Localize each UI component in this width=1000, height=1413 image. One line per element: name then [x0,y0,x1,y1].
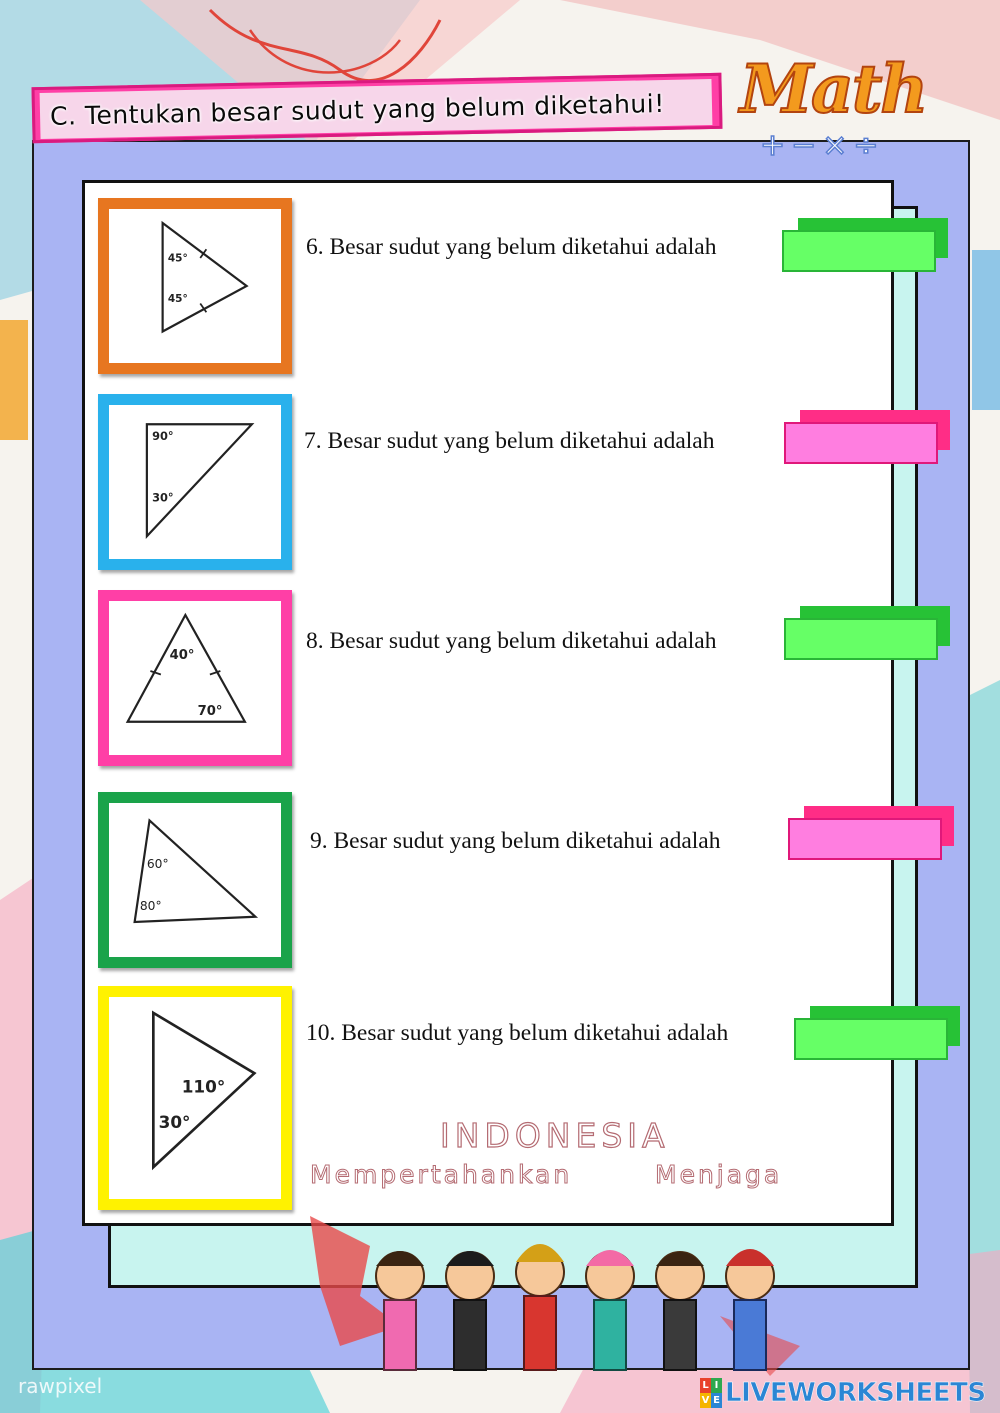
answer-box-field[interactable] [788,818,942,860]
answer-box-field[interactable] [794,1018,948,1060]
math-logo-symbols: +−×÷ [760,128,885,163]
angle-label: 40° [169,647,195,663]
child-figure [586,1250,634,1370]
angle-label: 45° [167,292,188,305]
indonesia-subtitle-left: Mempertahankan [310,1160,573,1189]
indonesia-title: INDONESIA [440,1116,670,1155]
question-row-6 [96,198,966,378]
math-logo-word: Math [740,50,927,128]
answer-box-field[interactable] [782,230,936,272]
angle-label: 90° [152,429,174,443]
child-figure [446,1251,494,1370]
children-illustration [300,1206,820,1396]
triangle-thumbnail-7 [98,394,292,570]
child-figure [516,1244,564,1370]
badge-letter: I [711,1378,722,1393]
triangle-thumbnail-9 [98,792,292,968]
triangle-thumbnail-6 [98,198,292,374]
question-row-9 [96,792,966,972]
answer-input-6[interactable] [782,218,948,272]
page-title: C. Tentukan besar sudut yang belum diketahui! [49,88,665,131]
triangle-diagram-6 [109,209,281,363]
answer-input-8[interactable] [784,606,950,660]
question-text-9: 9. Besar sudut yang belum diketahui adalah [310,828,721,854]
child-figure [376,1251,424,1370]
child-figure [726,1249,774,1370]
badge-letter: V [701,1395,710,1406]
angle-label: 110° [181,1076,226,1097]
math-logo [730,50,970,163]
triangle-diagram-9 [109,803,281,957]
answer-input-10[interactable] [794,1006,960,1060]
answer-box-field[interactable] [784,618,938,660]
question-text-7: 7. Besar sudut yang belum diketahui adalah [304,428,715,454]
triangle-thumbnail-8 [98,590,292,766]
question-text-8: 8. Besar sudut yang belum diketahui adalah [306,628,717,654]
liveworksheets-badge [700,1378,722,1408]
triangle-thumbnail-10 [98,986,292,1210]
triangle-diagram-7 [109,405,281,559]
answer-input-9[interactable] [788,806,954,860]
answer-input-7[interactable] [784,410,950,464]
indonesia-subtitle-right: Menjaga [655,1160,783,1189]
liveworksheets-text: LIVEWORKSHEETS [725,1378,986,1408]
angle-label: 60° [146,856,169,871]
triangle-diagram-8 [109,601,281,755]
question-row-7 [96,394,966,574]
badge-letter: L [700,1378,711,1393]
question-text-10: 10. Besar sudut yang belum diketahui adalah [306,1020,729,1046]
angle-label: 70° [197,703,223,719]
angle-label: 80° [139,898,162,913]
angle-label: 30° [152,490,174,505]
answer-box-field[interactable] [784,422,938,464]
badge-letter: E [711,1393,722,1408]
child-figure [656,1252,704,1370]
triangle-diagram-10 [109,997,281,1199]
angle-label: 45° [167,252,188,265]
question-row-8 [96,590,966,770]
liveworksheets-logo[interactable] [700,1376,986,1410]
rawpixel-watermark: rawpixel [18,1374,103,1398]
angle-label: 30° [158,1112,191,1133]
question-text-6: 6. Besar sudut yang belum diketahui adalah [306,234,717,260]
